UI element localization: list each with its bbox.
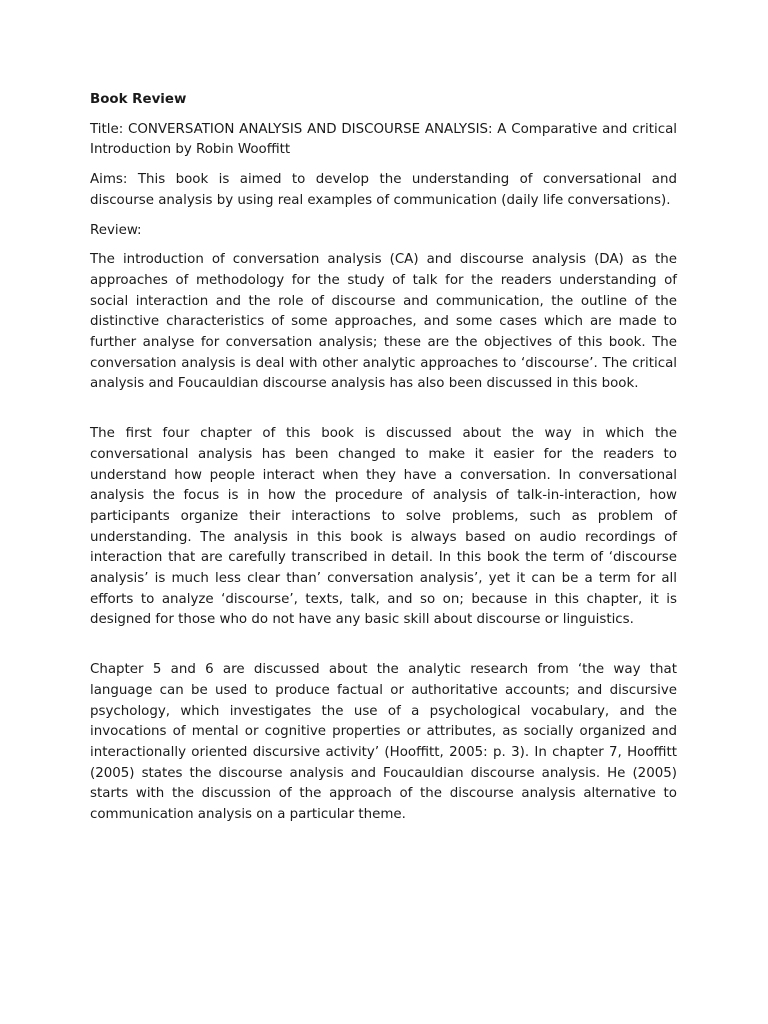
review-paragraph-1: The introduction of conversation analysis (CA) and discourse analysis (DA) as the approaches of methodology for the study of talk for the readers understanding of social interaction and the role of discourse and communication, the outline of the distinctive characteristics of some approaches, and some cases which are made to further analyse for conversation analysis; these are the objectives of this book. The conversation analysis is deal with other analytic approaches to ‘discourse’. The critical analysis and Foucauldian discourse analysis has also been discussed in this book.	[90, 252, 677, 392]
paragraph-gap	[90, 640, 677, 660]
review-paragraph-2: The first four chapter of this book is discussed about the way in which the conversational analysis has been changed to make it easier for the readers to understand how people interact when they have a conversation. In conversational analysis the focus is in how the procedure of analysis of talk-in-interaction, how participants organize their interactions to solve problems, such as problem of understanding. The analysis in this book is always based on audio recordings of interaction that are carefully transcribed in detail. In this book the term of ‘discourse analysis’ is much less clear than’ conversation analysis’, yet it can be a term for all efforts to analyze ‘discourse’, texts, talk, and so on; because in this chapter, it is designed for those who do not have any basic skill about discourse or linguistics.	[90, 426, 677, 628]
document-heading: Book Review	[90, 92, 187, 107]
document-body	[90, 90, 677, 835]
paragraph-gap	[90, 404, 677, 424]
book-title-line: Title: CONVERSATION ANALYSIS AND DISCOURSE ANALYSIS: A Comparative and critical Introduction by Robin Wooffitt	[90, 121, 677, 158]
review-label: Review:	[90, 222, 142, 238]
review-paragraph-3: Chapter 5 and 6 are discussed about the analytic research from ‘the way that language can be used to produce factual or authoritative accounts; and discursive psychology, which investigates the use of a psychological vocabulary, and the invocations of mental or cognitive properties or attributes, as socially organized and interactionally oriented discursive activity’ (Hooffitt, 2005: p. 3). In chapter 7, Hooffitt (2005) states the discourse analysis and Foucauldian discourse analysis. He (2005) starts with the discussion of the approach of the discourse analysis alternative to communication analysis on a particular theme.	[90, 662, 677, 823]
aims-paragraph: Aims: This book is aimed to develop the understanding of conversational and discourse analysis by using real examples of communication (daily life conversations).	[90, 172, 677, 208]
